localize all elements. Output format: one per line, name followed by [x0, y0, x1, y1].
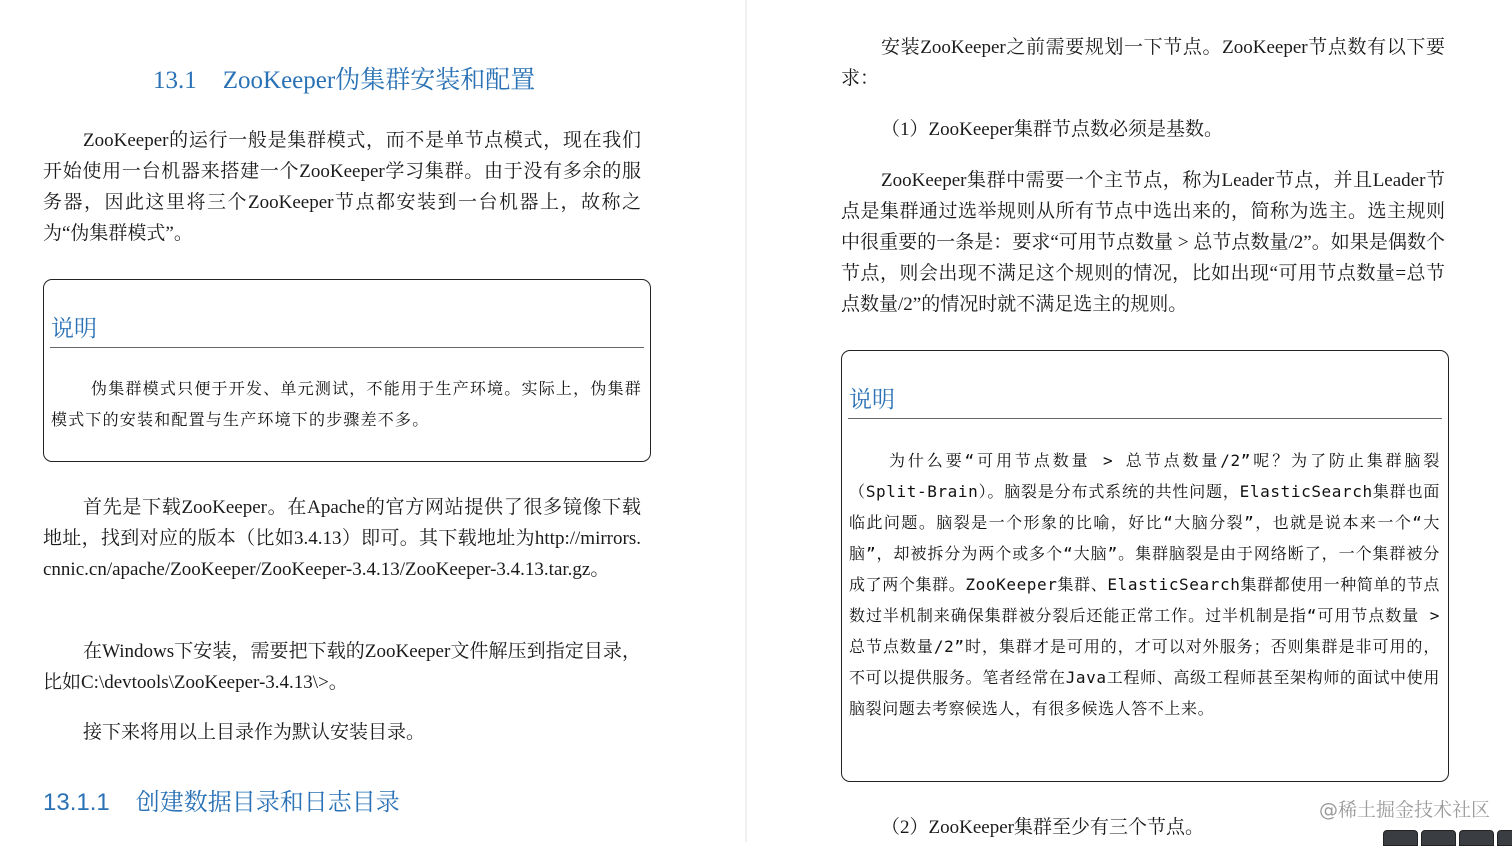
note-divider: [50, 347, 644, 348]
download-paragraph: 首先是下载ZooKeeper。在Apache的官方网站提供了很多镜像下载地址，找到对应的版本（比如3.4.13）即可。其下载地址为http://mirrors.cnnic.cn/apache/ZooKeeper/ZooKeeper-3.4.13/ZooKeeper-3.4.13.tar.gz。: [43, 497, 641, 580]
windows-install-paragraph: 在Windows下安装，需要把下载的ZooKeeper文件解压到指定目录，比如C:\devtools\ZooKeeper-3.4.13\>。: [43, 641, 641, 693]
note-box: [43, 279, 651, 462]
note-box-split-brain: [841, 350, 1449, 782]
leader-paragraph: ZooKeeper集群中需要一个主节点，称为Leader节点，并且Leader节点是集群通过选举规则从所有节点中选出来的，简称为选主。选主规则中很重要的一条是：要求“可用节点数量 > 总节点数量/2”。如果是偶数个节点，则会出现不满足这个规则的情况，比如出现“可用节点数量=总节点数量/2”的情况时就不满足选主的规则。: [841, 170, 1445, 315]
requirement-1: （1）ZooKeeper集群节点数必须是基数。: [881, 119, 1223, 140]
intro-paragraph: ZooKeeper的运行一般是集群模式，而不是单节点模式，现在我们开始使用一台机器来搭建一个ZooKeeper学习集群。由于没有多余的服务器，因此这里将三个ZooKeeper节点都安装到一台机器上，故称之为“伪集群模式”。: [43, 130, 641, 244]
note-body: 为什么要“可用节点数量 > 总节点数量/2”呢？为了防止集群脑裂（Split-Brain）。脑裂是分布式系统的共性问题，ElasticSearch集群也面临此问题。脑裂是一个形象的比喻，好比“大脑分裂”，也就是说本来一个“大脑”，却被拆分为两个或多个“大脑”。集群脑裂是由于网络断了，一个集群被分成了两个集群。ZooKeeper集群、ElasticSearch集群都使用一种简单的节点数过半机制来确保集群被分裂后还能正常工作。过半机制是指“可用节点数量 > 总节点数量/2”时，集群才是可用的，才可以对外服务；否则集群是非可用的，不可以提供服务。笔者经常在Java工程师、高级工程师甚至架构师的面试中使用脑裂问题去考察候选人，有很多候选人答不上来。: [849, 451, 1440, 718]
left-page: [0, 0, 745, 842]
taskbar-button[interactable]: [1383, 830, 1418, 846]
taskbar-button[interactable]: [1497, 830, 1512, 846]
section-number: 13.1: [153, 67, 197, 94]
taskbar-partial: [1383, 830, 1512, 846]
note-title: 说明: [51, 315, 97, 341]
default-dir-paragraph: 接下来将用以上目录作为默认安装目录。: [83, 722, 426, 743]
subsection-title: 创建数据目录和日志目录: [135, 789, 400, 816]
watermark: @稀土掘金技术社区: [1318, 799, 1490, 821]
section-title: ZooKeeper伪集群安装和配置: [222, 67, 536, 94]
section-heading: [153, 60, 535, 96]
note-divider: [848, 418, 1442, 419]
taskbar-button[interactable]: [1421, 830, 1456, 846]
right-page: [747, 0, 1512, 842]
taskbar-button[interactable]: [1459, 830, 1494, 846]
note-title: 说明: [849, 386, 895, 412]
note-body: 伪集群模式只便于开发、单元测试，不能用于生产环境。实际上，伪集群模式下的安装和配置与生产环境下的步骤差不多。: [51, 379, 642, 429]
subsection-heading: [43, 782, 400, 817]
planning-paragraph: 安装ZooKeeper之前需要规划一下节点。ZooKeeper节点数有以下要求：: [841, 37, 1445, 89]
subsection-number: 13.1.1: [43, 789, 110, 816]
requirement-2: （2）ZooKeeper集群至少有三个节点。: [881, 817, 1204, 838]
